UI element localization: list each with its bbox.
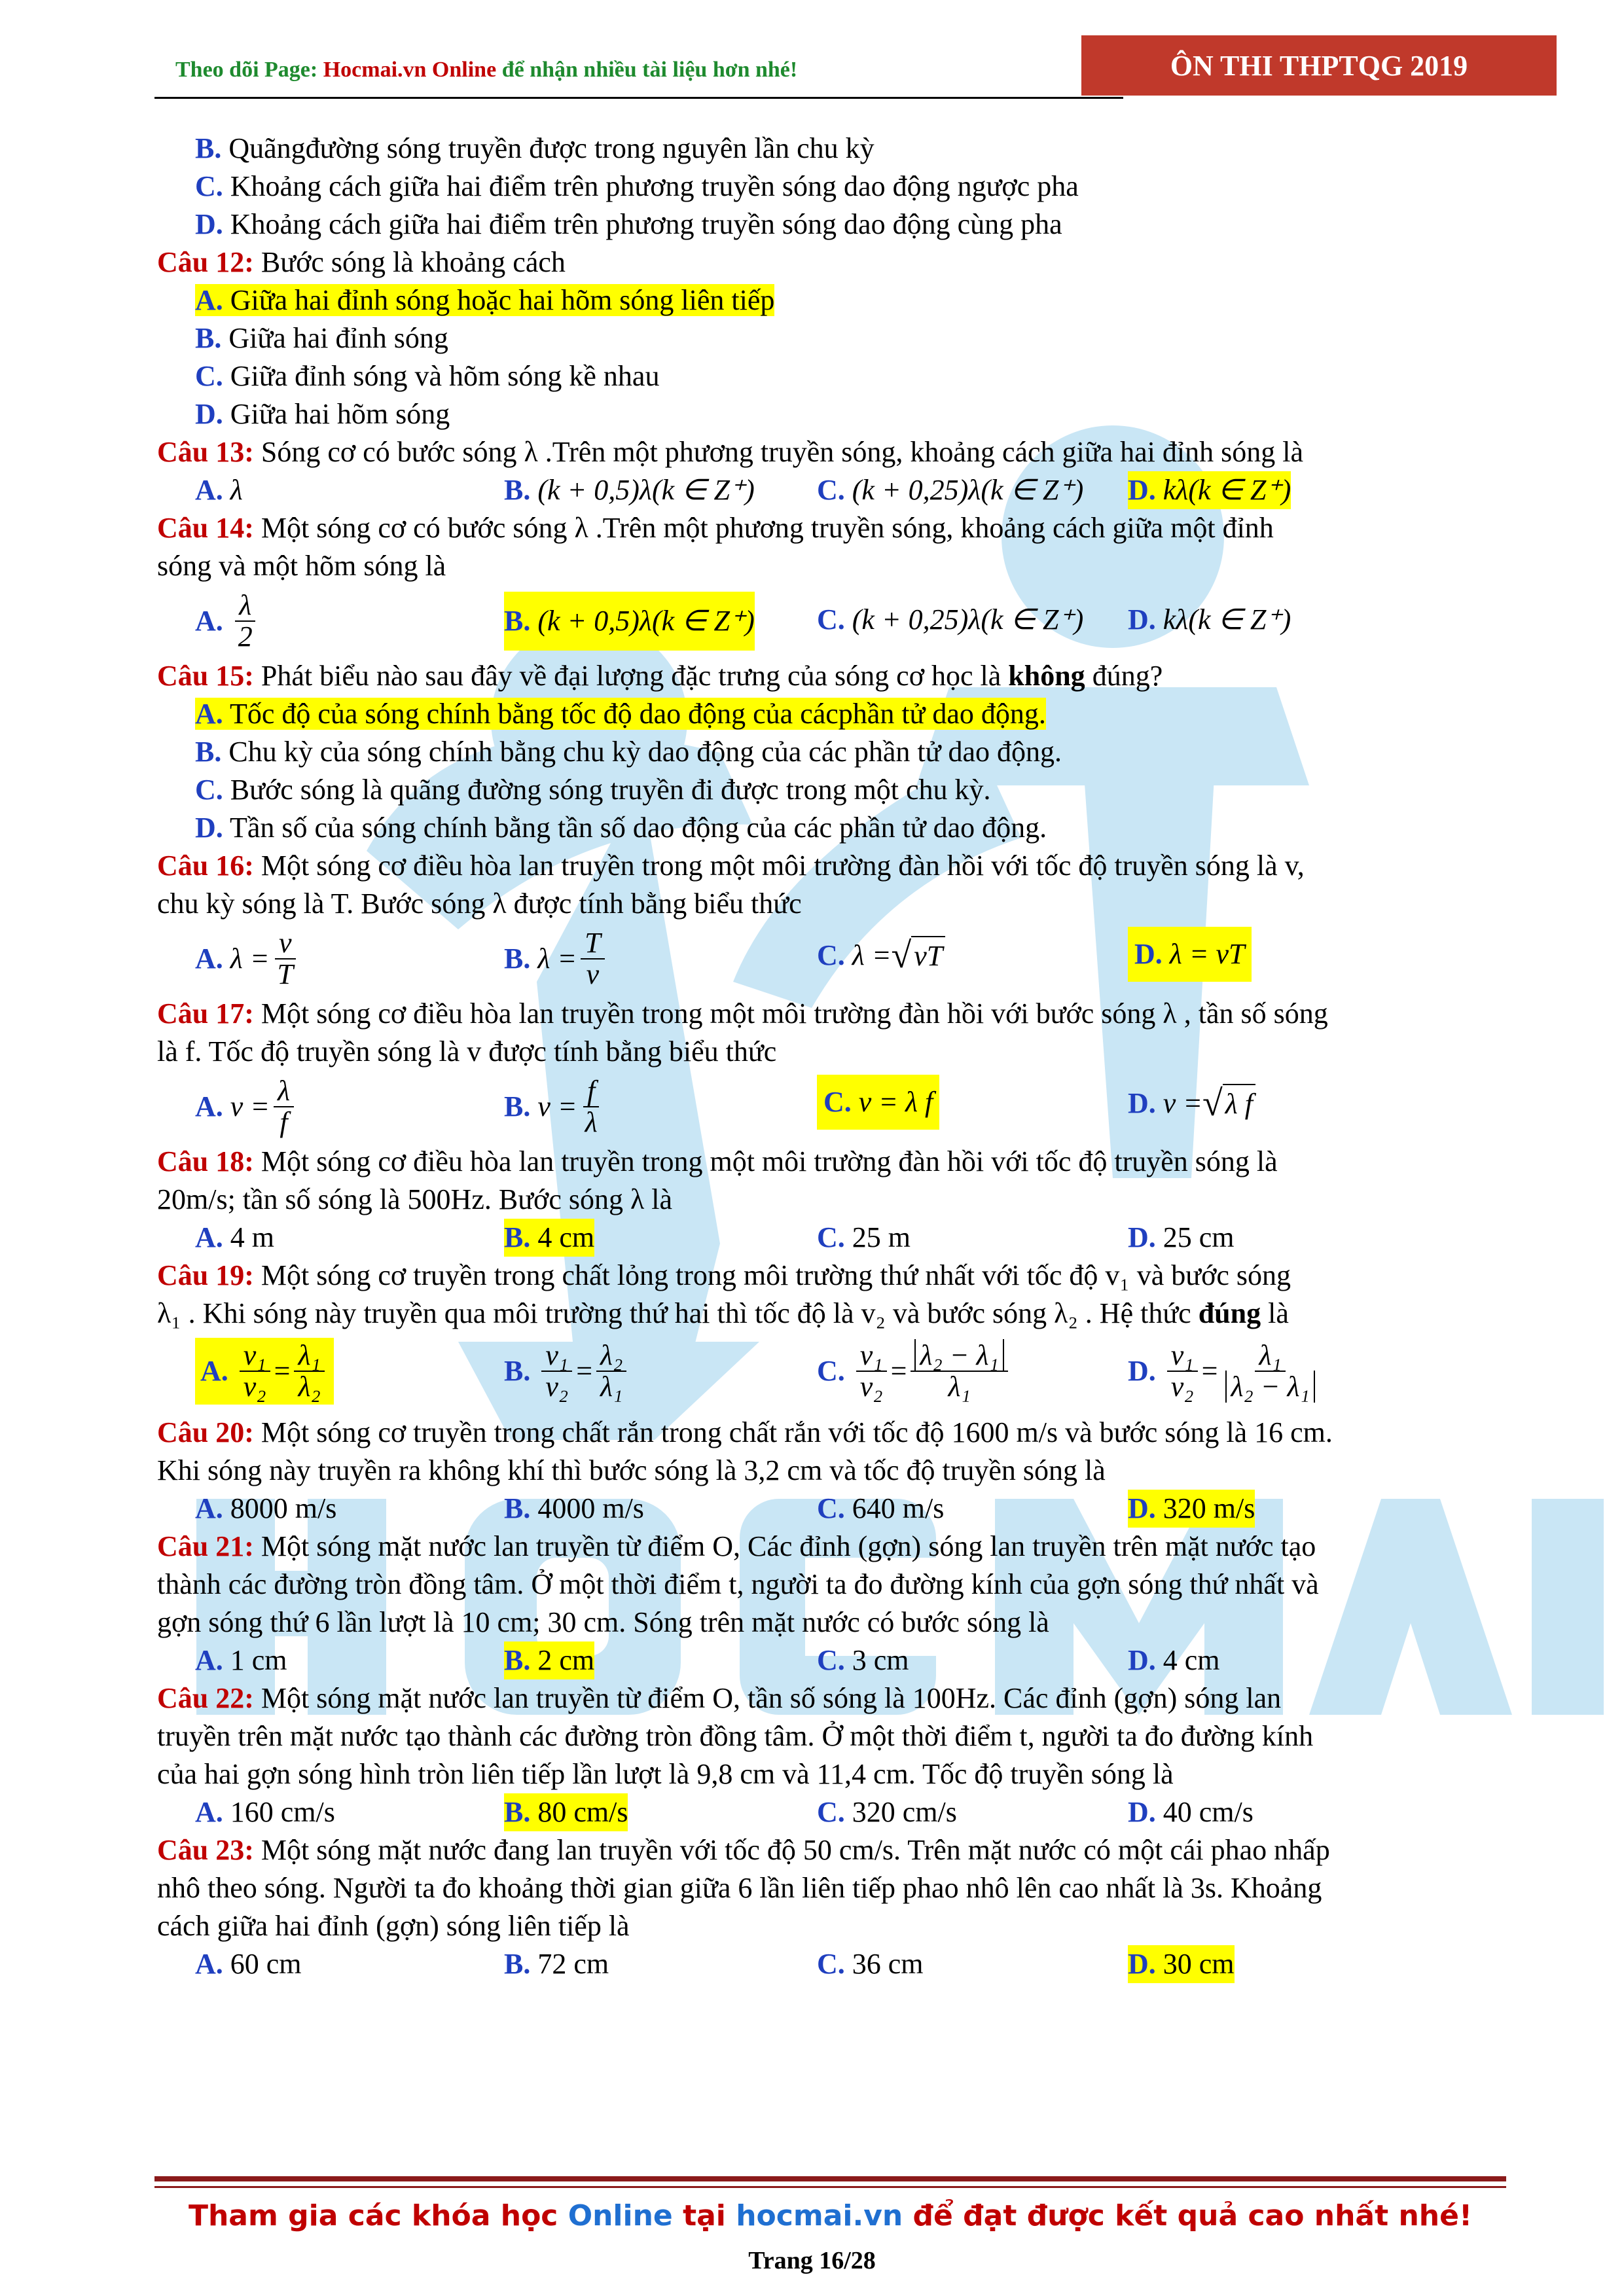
q14-option-d: D. kλ(k ∈ Z⁺) <box>1128 603 1291 636</box>
q12-option-a: A. Giữa hai đỉnh sóng hoặc hai hõm sóng liên tiếp <box>195 284 775 316</box>
q23-option-d: D. 30 cm <box>1128 1945 1235 1983</box>
q17-stem: Câu 17: Một sóng cơ điều hòa lan truyền trong một môi trường đàn hồi với bước sóng λ , tần số sóng <box>157 997 1328 1030</box>
q14-stem: Câu 14: Một sóng cơ có bước sóng λ .Trên một phương truyền sóng, khoảng cách giữa một đỉnh <box>157 512 1274 544</box>
q23-options <box>157 1945 1506 1983</box>
q19-stem: Câu 19: Một sóng cơ truyền trong chất lỏng trong môi trường thứ nhất với tốc độ v₁ và bước sóng <box>157 1259 1291 1291</box>
q20-option-b: B. 4000 m/s <box>504 1492 644 1524</box>
q22-stem-cont2: của hai gợn sóng hình tròn liên tiếp lần lượt là 9,8 cm và 11,4 cm. Tốc độ truyền sóng là <box>157 1758 1174 1790</box>
q20-option-d: D. 320 m/s <box>1128 1490 1255 1528</box>
q18-stem: Câu 18: Một sóng cơ điều hòa lan truyền trong một môi trường đàn hồi với tốc độ truyền sóng là <box>157 1145 1278 1177</box>
q12-option-d: D. Giữa hai hõm sóng <box>195 398 450 430</box>
q15-option-d: D. Tần số của sóng chính bằng tần số dao động của các phần tử dao động. <box>195 812 1047 844</box>
q15-stem: Câu 15: Phát biểu nào sau đây về đại lượng đặc trưng của sóng cơ học là không đúng? <box>157 660 1163 692</box>
q16-stem-cont: chu kỳ sóng là T. Bước sóng λ được tính bằng biểu thức <box>157 888 802 920</box>
q19-option-b: B. $\frac{\text{v₁}}{\text{v₂}}$ = $\frac{\text{λ₂}}{\text{λ₁}}$ <box>504 1340 630 1402</box>
footer-divider-thin <box>154 2186 1506 2188</box>
exam-title-badge <box>1081 35 1557 96</box>
q13-options <box>157 471 1506 509</box>
q19-options <box>157 1333 1506 1414</box>
q22-option-b: B. 80 cm/s <box>504 1793 628 1831</box>
q21-option-b: B. 2 cm <box>504 1641 594 1679</box>
prev-option-b: B. Quãngđường sóng truyền được trong nguyên lần chu kỳ <box>195 132 875 164</box>
q13-option-d: D. kλ(k ∈ Z⁺) <box>1128 471 1291 509</box>
q18-options <box>157 1219 1506 1257</box>
header-suffix: để nhận nhiều tài liệu hơn nhé! <box>496 58 798 82</box>
q20-option-c: C. 640 m/s <box>817 1492 945 1524</box>
header-divider <box>154 97 1123 99</box>
q22-option-d: D. 40 cm/s <box>1128 1796 1254 1828</box>
q16-option-c: C. λ = √ vT <box>817 936 945 975</box>
q14-option-a: A. $\frac{\lambda}{2}$ <box>195 590 261 652</box>
q14-options <box>157 585 1506 657</box>
q15-option-c: C. Bước sóng là quãng đường sóng truyền đi được trong một chu kỳ. <box>195 774 991 806</box>
q16-options <box>157 923 1506 995</box>
q17-stem-cont: là f. Tốc độ truyền sóng là v được tính bằng biểu thức <box>157 1035 777 1067</box>
q16-option-b: B. λ = $\frac{T}{v}$ <box>504 928 609 990</box>
q21-stem: Câu 21: Một sóng mặt nước lan truyền từ điểm O, Các đỉnh (gợn) sóng lan truyền trên mặt nước tạo <box>157 1530 1316 1562</box>
footer-online-link[interactable]: Online <box>568 2199 673 2233</box>
q20-options <box>157 1490 1506 1528</box>
q17-option-c: C. v = λ f <box>817 1075 939 1130</box>
q19-option-a: A. $\frac{\text{v₁}}{\text{v₂}}$ = $\frac{\text{λ₁}}{\text{λ₂}}$ <box>195 1338 334 1405</box>
q22-option-a: A. 160 cm/s <box>195 1796 335 1828</box>
q23-option-c: C. 36 cm <box>817 1948 924 1980</box>
q15-option-b: B. Chu kỳ của sóng chính bằng chu kỳ dao động của các phần tử dao động. <box>195 736 1062 768</box>
q18-option-b: B. 4 cm <box>504 1219 594 1257</box>
q17-option-a: A. v = $\frac{\lambda}{f}$ <box>195 1076 298 1138</box>
q23-stem-cont: nhô theo sóng. Người ta đo khoảng thời gian giữa 6 lần liên tiếp phao nhô lên cao nhất là 3s. Khoảng <box>157 1872 1322 1904</box>
page-number: Trang 16/28 <box>748 2247 876 2274</box>
q22-stem-cont: truyền trên mặt nước tạo thành các đường tròn đồng tâm. Ở một thời điểm t, người ta đo đường kính <box>157 1720 1314 1752</box>
q21-option-a: A. 1 cm <box>195 1644 287 1676</box>
q23-option-a: A. 60 cm <box>195 1948 302 1980</box>
q22-stem: Câu 22: Một sóng mặt nước lan truyền từ điểm O, tần số sóng là 100Hz. Các đỉnh (gợn) sóng lan <box>157 1682 1282 1714</box>
q18-option-a: A. 4 m <box>195 1221 275 1253</box>
q20-stem-cont: Khi sóng này truyền ra không khí thì bước sóng là 3,2 cm và tốc độ truyền sóng là <box>157 1454 1106 1486</box>
q17-options <box>157 1071 1506 1143</box>
q14-stem-cont: sóng và một hõm sóng là <box>157 550 446 582</box>
q21-options <box>157 1641 1506 1679</box>
q19-stem-cont: λ₁ . Khi sóng này truyền qua môi trường thứ hai thì tốc độ là v₂ và bước sóng λ₂ . Hệ thức đúng là <box>157 1297 1289 1329</box>
q21-stem-cont2: gợn sóng thứ 6 lần lượt là 10 cm; 30 cm. Sóng trên mặt nước có bước sóng là <box>157 1606 1049 1638</box>
q14-option-b: B. (k + 0,5)λ(k ∈ Z⁺) <box>504 592 755 651</box>
q23-stem-cont2: cách giữa hai đỉnh (gợn) sóng liên tiếp là <box>157 1910 630 1942</box>
q18-option-c: C. 25 m <box>817 1221 911 1253</box>
q12-stem: Câu 12: Bước sóng là khoảng cách <box>157 246 566 278</box>
document-body <box>157 130 1506 1983</box>
q21-option-c: C. 3 cm <box>817 1644 909 1676</box>
q15-option-a: A. Tốc độ của sóng chính bằng tốc độ dao động của cácphần tử dao động. <box>195 698 1046 730</box>
header-note <box>175 58 797 82</box>
q17-option-b: B. v = $\frac{f}{\lambda}$ <box>504 1076 605 1138</box>
q13-option-c: C. (k + 0,25)λ(k ∈ Z⁺) <box>817 474 1084 506</box>
q20-option-a: A. 8000 m/s <box>195 1492 337 1524</box>
q23-stem: Câu 23: Một sóng mặt nước đang lan truyền với tốc độ 50 cm/s. Trên mặt nước có một cái phao nhấp <box>157 1834 1330 1866</box>
q23-option-b: B. 72 cm <box>504 1948 609 1980</box>
footer-promo: Tham gia các khóa học Online tại hocmai.vn để đạt được kết quả cao nhất nhé! <box>188 2199 1473 2233</box>
header-brand-link[interactable]: Hocmai.vn Online <box>323 58 497 82</box>
footer-site-link[interactable]: hocmai.vn <box>736 2199 903 2233</box>
q21-option-d: D. 4 cm <box>1128 1644 1220 1676</box>
footer-divider-thick <box>154 2176 1506 2181</box>
q19-option-d: D. $\frac{\text{v₁}}{\text{v₂}}$ = $\frac{\text{λ₁}}{\text{λ₂ − λ₁}}$ <box>1128 1340 1323 1402</box>
q22-option-c: C. 320 cm/s <box>817 1796 957 1828</box>
q16-stem: Câu 16: Một sóng cơ điều hòa lan truyền trong một môi trường đàn hồi với tốc độ truyền sóng là v, <box>157 850 1305 882</box>
q16-option-d: D. λ = vT <box>1128 927 1252 982</box>
q20-stem: Câu 20: Một sóng cơ truyền trong chất rắn trong chất rắn với tốc độ 1600 m/s và bước sóng là 16 cm. <box>157 1416 1333 1448</box>
header-prefix: Theo dõi Page: <box>175 58 323 82</box>
prev-option-c: C. Khoảng cách giữa hai điểm trên phương truyền sóng dao động ngược pha <box>195 170 1079 202</box>
exam-title: ÔN THI THPTQG 2019 <box>1170 49 1468 82</box>
q13-option-b: B. (k + 0,5)λ(k ∈ Z⁺) <box>504 474 755 506</box>
q13-stem: Câu 13: Sóng cơ có bước sóng λ .Trên một phương truyền sóng, khoảng cách giữa hai đỉnh sóng là <box>157 436 1303 468</box>
q13-option-a: A. λ <box>195 474 243 506</box>
q22-options <box>157 1793 1506 1831</box>
prev-option-d: D. Khoảng cách giữa hai điểm trên phương truyền sóng dao động cùng pha <box>195 208 1062 240</box>
q18-option-d: D. 25 cm <box>1128 1221 1235 1253</box>
q12-option-c: C. Giữa đỉnh sóng và hõm sóng kề nhau <box>195 360 660 392</box>
q12-option-b: B. Giữa hai đỉnh sóng <box>195 322 448 354</box>
q17-option-d: D. v = √ λ f <box>1128 1084 1255 1123</box>
q14-option-c: C. (k + 0,25)λ(k ∈ Z⁺) <box>817 603 1084 636</box>
q19-option-c: C. $\frac{\text{v₁}}{\text{v₂}}$ = $\frac{\text{λ₂ − λ₁}}{\text{λ₁}}$ <box>817 1340 1012 1402</box>
q18-stem-cont: 20m/s; tần số sóng là 500Hz. Bước sóng λ là <box>157 1183 673 1215</box>
q16-option-a: A. λ = $\frac{v}{T}$ <box>195 928 301 990</box>
q21-stem-cont: thành các đường tròn đồng tâm. Ở một thời điểm t, người ta đo đường kính của gợn sóng thứ nhất và <box>157 1568 1319 1600</box>
